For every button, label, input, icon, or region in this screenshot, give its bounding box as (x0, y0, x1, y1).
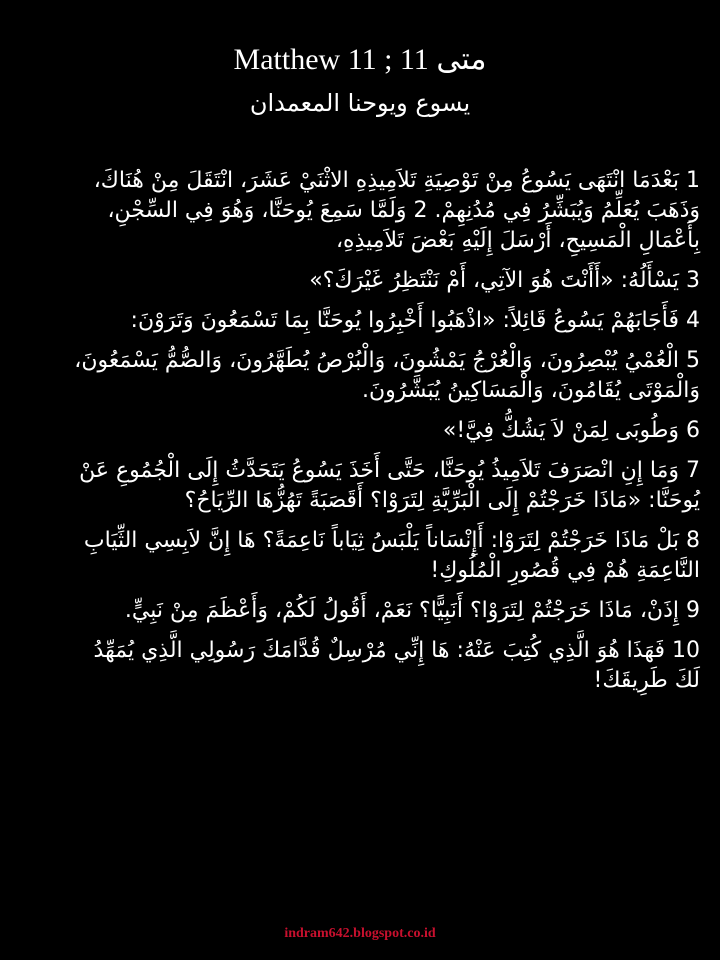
watermark-link[interactable]: indram642.blogspot.co.id (284, 926, 436, 941)
verse-3: 3 يَسْأَلُهُ: «أَأَنْتَ هُوَ الآتِي، أَمْ نَنْتَظِرُ غَيْرَكَ؟» (309, 268, 700, 293)
chapter-subtitle: يسوع ويوحنا المعمدان (249, 89, 471, 117)
verse-7: 7 وَمَا إِنِ انْصَرَفَ تَلاَمِيذُ يُوحَنَّا، حَتَّى أَخَذَ يَسُوعُ يَتَحَدَّثُ إِلَى الْجُمُوعِ عَنْ يُوحَنَّا: «مَاذَا خَرَجْتُمْ إِلَى الْبَرِّيَّةِ لِتَرَوْا؟ أَقَصَبَةً تَهُزُّهَا الرِّيَاحُ؟ (79, 458, 700, 513)
verse-4: 4 فَأَجَابَهُمْ يَسُوعُ قَائِلاً: «اذْهَبُوا أَخْبِرُوا يُوحَنَّا بِمَا تَسْمَعُونَ وَتَرَوْنَ: (130, 308, 700, 333)
verse-list (68, 166, 700, 706)
header (0, 40, 720, 120)
verse-8: 8 بَلْ مَاذَا خَرَجْتُمْ لِتَرَوْا: أَإِنْسَاناً يَلْبَسُ ثِيَاباً نَاعِمَةً؟ هَا إِنَّ لاَبِسِي الثِّيَابِ النَّاعِمَةِ هُمْ فِي قُصُورِ الْمُلُوكِ! (83, 528, 700, 583)
verse-9: 9 إِذَنْ، مَاذَا خَرَجْتُمْ لِتَرَوْا؟ أَنَبِيًّا؟ نَعَمْ، أَقُولُ لَكُمْ، وَأَعْظَمَ مِنْ نَبِيٍّ. (124, 598, 700, 623)
verse-5: 5 الْعُمْيُ يُبْصِرُونَ، وَالْعُرْجُ يَمْشُونَ، وَالْبُرْصُ يُطَهَّرُونَ، وَالصُّمُّ يَسْمَعُونَ، وَالْمَوْتَى يُقَامُونَ، وَالْمَسَاكِينُ يُبَشَّرُونَ. (74, 348, 700, 403)
verse-6: 6 وَطُوبَى لِمَنْ لاَ يَشُكُّ فِيَّ!» (442, 418, 700, 443)
chapter-title: متى 11 ; Matthew 11 (233, 43, 487, 76)
verse-1-2: 1 بَعْدَمَا انْتَهَى يَسُوعُ مِنْ تَوْصِيَةِ تَلاَمِيذِهِ الاثْنَيْ عَشَرَ، انْتَقَلَ مِنْ هُنَاكَ، وَذَهَبَ يُعَلِّمُ وَيُبَشِّرُ فِي مُدُنِهِمْ. 2 وَلَمَّا سَمِعَ يُوحَنَّا، وَهُوَ فِي السِّجْنِ، بِأَعْمَالِ الْمَسِيحِ، أَرْسَلَ إِلَيْهِ بَعْضَ تَلاَمِيذِهِ، (93, 168, 700, 253)
verse-10: 10 فَهَذَا هُوَ الَّذِي كُتِبَ عَنْهُ: هَا إِنِّي مُرْسِلٌ قُدَّامَكَ رَسُولِي الَّذِي يُمَهِّدُ لَكَ طَرِيقَكَ! (93, 638, 700, 693)
